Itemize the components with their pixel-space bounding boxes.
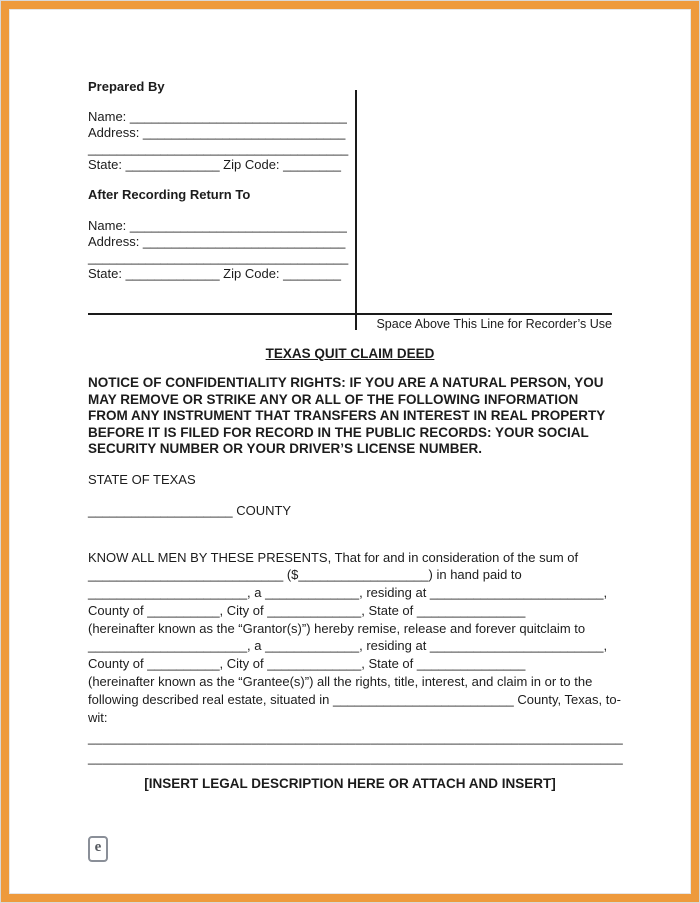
after-recording-address-continuation-line: ____________________________________ [88, 250, 349, 265]
after-recording-name-line: Name: ______________________________ [88, 218, 347, 233]
document-page [9, 9, 691, 894]
deed-title-text: TEXAS QUIT CLAIM DEED [265, 346, 435, 361]
deed-body-line: wit: [88, 709, 108, 725]
confidentiality-notice-line: NOTICE OF CONFIDENTIALITY RIGHTS: IF YOU ARE A NATURAL PERSON, YOU [88, 375, 604, 390]
deed-body-line: County of __________, City of _____________, State of _______________ [88, 656, 526, 672]
state-of-texas-line: STATE OF TEXAS [88, 471, 196, 487]
prepared-by-state-zip-line: State: _____________ Zip Code: ________ [88, 157, 341, 172]
deed-body-line: ______________________, a _____________, residing at ________________________, [88, 638, 608, 654]
after-recording-state-zip-line: State: _____________ Zip Code: ________ [88, 266, 341, 281]
document-content [10, 10, 690, 893]
confidentiality-notice-line: BEFORE IT IS FILED FOR RECORD IN THE PUBLIC RECORDS: YOUR SOCIAL [88, 424, 589, 440]
prepared-by-address-line: Address: ____________________________ [88, 125, 346, 140]
confidentiality-notice-line: MAY REMOVE OR STRIKE ANY OR ALL OF THE FOLLOWING INFORMATION [88, 391, 579, 407]
prepared-by-section [88, 79, 358, 173]
prepared-by-address-continuation-line: ____________________________________ [88, 141, 349, 156]
legal-description-blank-line: ________________________________________________________________________ [88, 750, 623, 766]
eforms-logo [88, 836, 112, 864]
recorder-vertical-divider-line [355, 90, 357, 330]
deed-body-line: ______________________, a _____________, residing at ________________________, [88, 585, 608, 601]
deed-body-line: County of __________, City of _____________, State of _______________ [88, 602, 526, 618]
eforms-logo-letter: e [94, 839, 102, 856]
after-recording-heading: After Recording Return To [88, 187, 251, 202]
deed-body-line: KNOW ALL MEN BY THESE PRESENTS, That for and in consideration of the sum of [88, 549, 579, 565]
deed-body [88, 549, 621, 727]
deed-title [88, 346, 612, 362]
legal-description-blank-lines [88, 728, 623, 768]
deed-body-line: (hereinafter known as the “Grantor(s)”) hereby remise, release and forever quitclaim to [88, 620, 586, 636]
prepared-by-name-line: Name: ______________________________ [88, 109, 347, 124]
recorder-use-divider-line [88, 313, 612, 315]
after-recording-section [88, 187, 358, 282]
county-blank-line: ____________________ COUNTY [88, 502, 292, 518]
deed-body-line: ___________________________ ($__________________) in hand paid to [88, 567, 522, 583]
confidentiality-notice-line: FROM ANY INSTRUMENT THAT TRANSFERS AN INTEREST IN REAL PROPERTY [88, 408, 606, 423]
after-recording-address-line: Address: ____________________________ [88, 234, 346, 249]
deed-body-line: following described real estate, situated in _________________________ County, Texas, to- [88, 691, 621, 707]
legal-description-blank-line: ________________________________________________________________________ [88, 730, 623, 746]
recorder-use-note: Space Above This Line for Recorder’s Use [376, 317, 612, 331]
insert-legal-description-note: [INSERT LEGAL DESCRIPTION HERE OR ATTACH AND INSERT] [144, 776, 556, 792]
confidentiality-notice-line: SECURITY NUMBER OR YOUR DRIVER’S LICENSE NUMBER. [88, 441, 483, 456]
confidentiality-notice [88, 375, 618, 458]
prepared-by-heading: Prepared By [88, 79, 165, 94]
deed-body-line: (hereinafter known as the “Grantee(s)”) all the rights, title, interest, and claim in or to the [88, 674, 593, 690]
